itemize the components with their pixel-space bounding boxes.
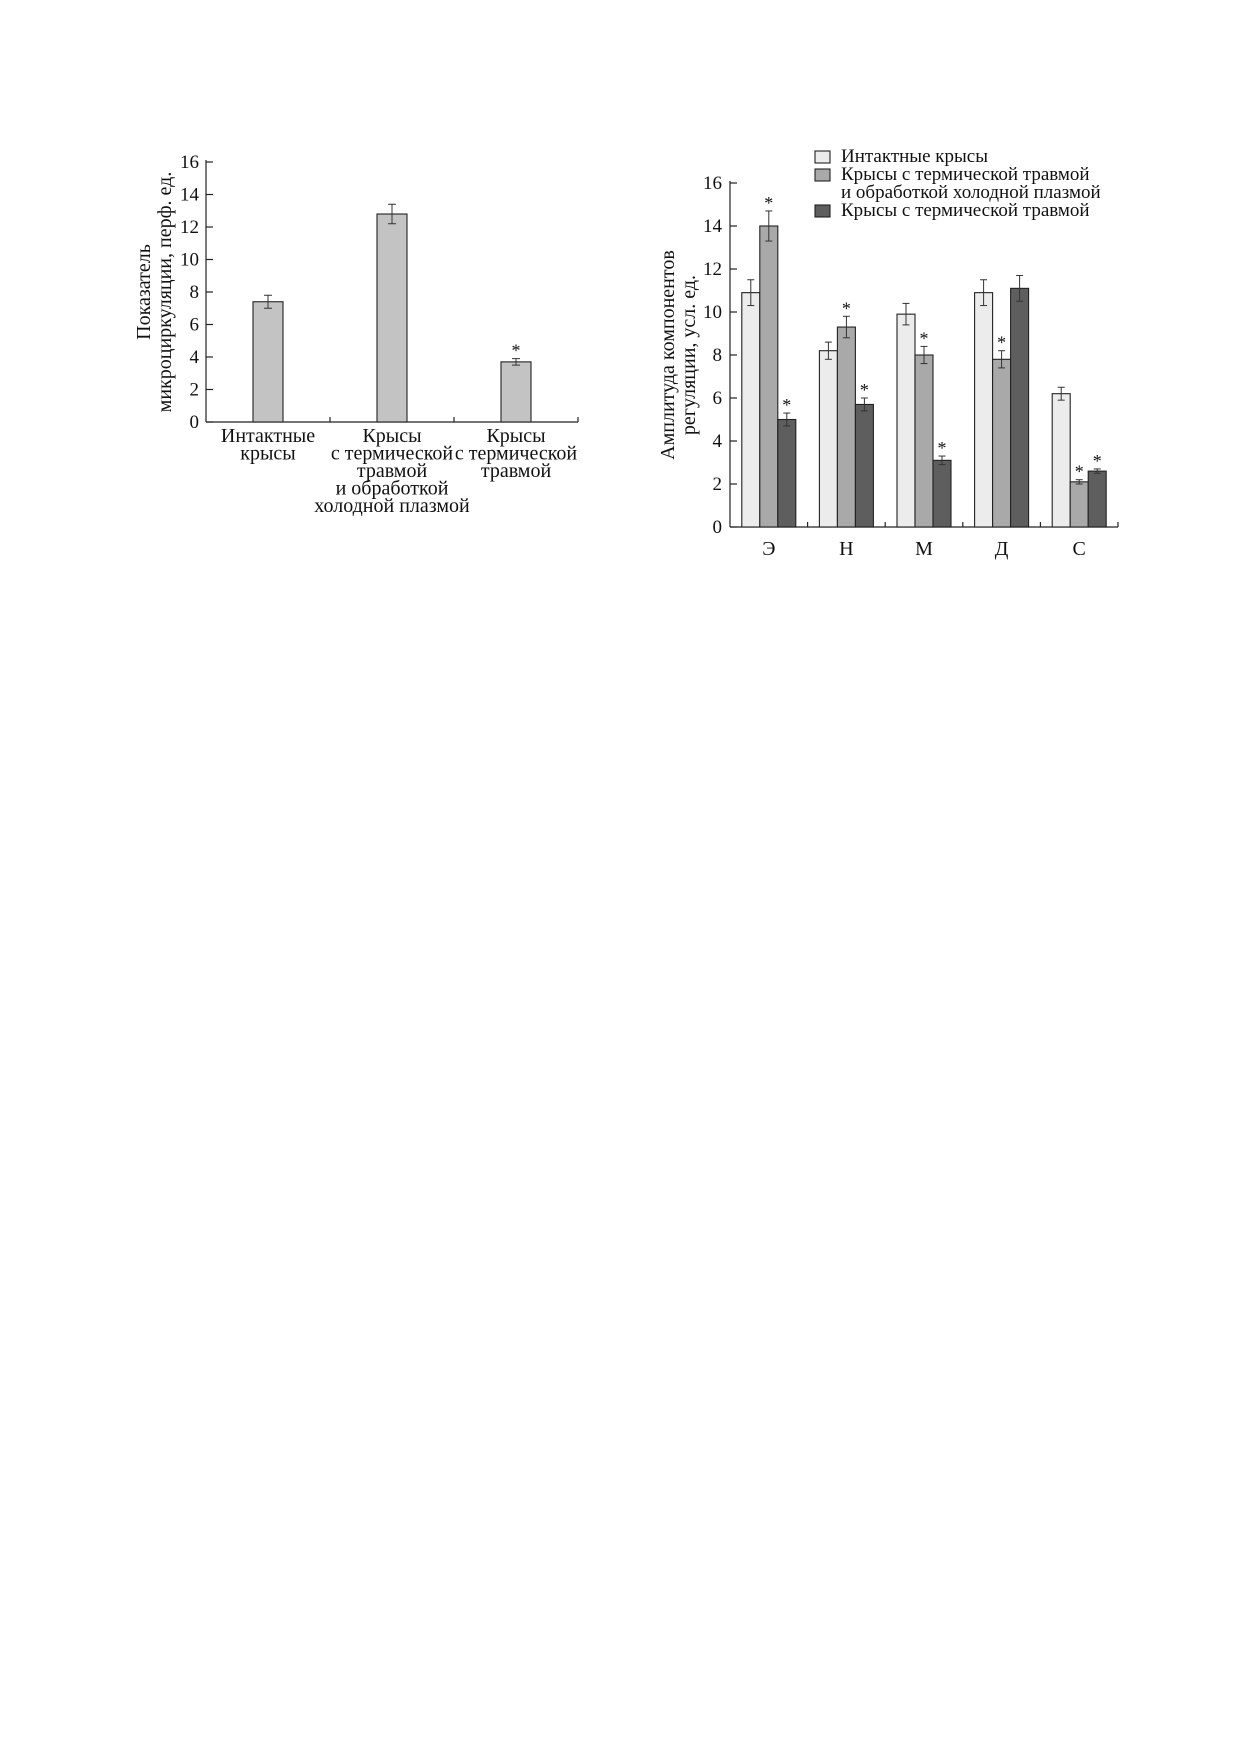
bar	[975, 293, 993, 527]
bar	[1088, 471, 1106, 527]
legend-swatch	[815, 151, 830, 163]
x-category-label: холодной плазмой	[314, 495, 470, 517]
y-tick-label: 10	[703, 302, 722, 323]
bar	[897, 314, 915, 527]
y-tick-label: 4	[189, 347, 199, 368]
significance-marker: *	[997, 332, 1007, 353]
y-axis-title: микроциркуляции, перф. ед.	[154, 171, 176, 413]
x-category-label: травмой	[356, 460, 428, 482]
y-tick-label: 6	[189, 314, 199, 336]
legend-label: и обработкой холодной плазмой	[841, 182, 1101, 203]
bar	[915, 355, 933, 527]
significance-marker: *	[511, 340, 521, 361]
chart-regulation-amplitudes	[657, 146, 1118, 560]
y-tick-label: 16	[703, 173, 722, 194]
bar	[837, 327, 855, 527]
significance-marker: *	[782, 395, 792, 416]
x-category-label: с термической	[330, 442, 454, 465]
legend-label: Крысы с термической травмой	[841, 164, 1090, 185]
x-category-label: с термической	[454, 442, 578, 465]
y-axis-title: Показатель	[133, 244, 155, 340]
y-tick-label: 14	[703, 216, 722, 237]
y-tick-label: 8	[189, 282, 199, 303]
significance-marker: *	[841, 298, 851, 319]
significance-marker: *	[937, 438, 947, 459]
bar	[377, 214, 407, 422]
legend-label: Крысы с термической травмой	[841, 200, 1090, 221]
significance-marker: *	[1074, 461, 1084, 482]
significance-marker: *	[859, 380, 869, 400]
y-tick-label: 2	[189, 379, 199, 401]
bar	[993, 359, 1011, 527]
bar	[778, 420, 796, 528]
significance-marker: *	[764, 192, 774, 213]
significance-marker: *	[919, 328, 929, 349]
y-tick-label: 12	[180, 217, 199, 238]
x-category-label: крысы	[240, 442, 296, 465]
x-category-label: С	[1072, 538, 1086, 560]
y-tick-label: 6	[712, 388, 722, 409]
y-axis-title: регуляции, усл. ед.	[678, 274, 700, 436]
y-axis-title: Амплитуда компонентов	[657, 250, 679, 460]
y-tick-label: 16	[180, 152, 199, 173]
bar	[1052, 394, 1070, 527]
y-tick-label: 10	[180, 249, 199, 271]
legend-label: Интактные крысы	[841, 146, 988, 167]
legend-swatch	[815, 169, 830, 181]
bar	[855, 404, 873, 527]
y-tick-label: 0	[712, 517, 722, 538]
x-category-label: и обработкой	[335, 477, 449, 500]
x-category-label: М	[915, 538, 933, 560]
bar	[501, 362, 531, 422]
legend-swatch	[815, 205, 830, 217]
x-category-label: Э	[762, 538, 776, 560]
x-category-label: Крысы	[486, 425, 546, 447]
y-tick-label: 0	[189, 412, 199, 433]
chart-microcirculation	[133, 152, 578, 517]
bar	[819, 351, 837, 527]
x-category-label: Н	[839, 538, 854, 560]
y-tick-label: 2	[712, 474, 722, 495]
y-tick-label: 8	[712, 345, 722, 366]
x-category-label: Интактные	[220, 425, 316, 447]
y-tick-label: 14	[180, 184, 199, 206]
bar	[1070, 482, 1088, 527]
y-tick-label: 4	[712, 431, 722, 452]
bar	[933, 460, 951, 527]
x-category-label: травмой	[480, 460, 552, 482]
y-tick-label: 12	[703, 259, 722, 280]
significance-marker: *	[1092, 450, 1102, 471]
x-category-label: Д	[994, 538, 1009, 560]
bar	[253, 302, 283, 422]
legend	[815, 146, 1101, 221]
bar	[742, 293, 760, 527]
bar	[760, 226, 778, 527]
bar	[1011, 288, 1029, 527]
x-category-label: Крысы	[362, 425, 422, 447]
